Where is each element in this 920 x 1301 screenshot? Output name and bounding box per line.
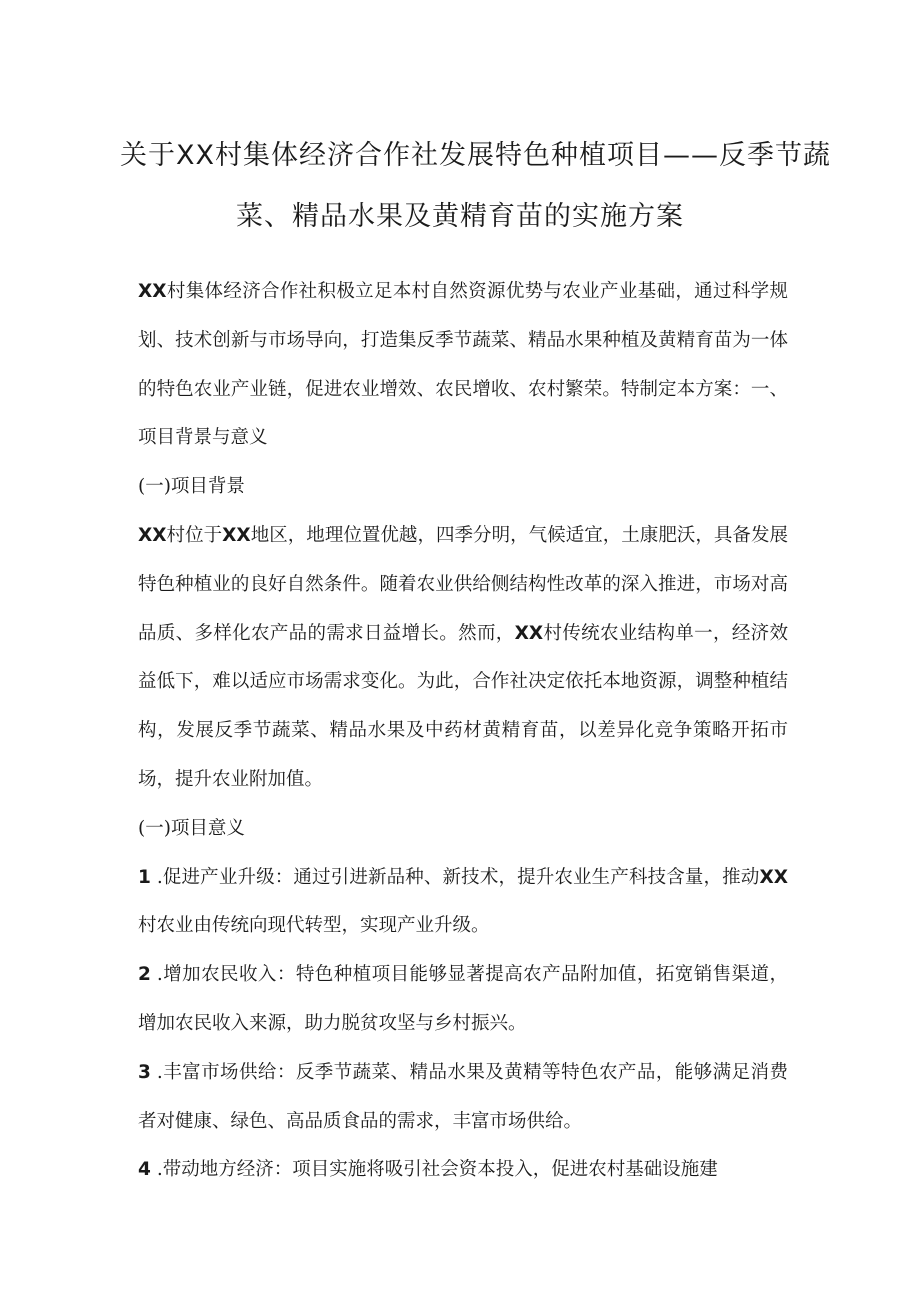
title-line-2: 菜、精品水果及黄精育苗的实施方案	[236, 201, 684, 232]
village-name: XX	[138, 281, 167, 302]
village-name: XX	[759, 866, 788, 888]
item-text-cont: 村农业由传统向现代转型，实现产业升级。	[138, 915, 490, 937]
village-name: XX	[514, 622, 544, 644]
region-name: XX	[222, 524, 251, 546]
item-text: .带动地方经济：项目实施将吸引社会资本投入，促进农村基础设施建	[156, 1159, 718, 1181]
intro-paragraph	[138, 268, 788, 463]
item-text: .增加农民收入：特色种植项目能够显著提高农产品附加值，拓宽销售渠道，增加农民收入来源，助力脱贫攻坚与乡村振兴。	[138, 964, 788, 1034]
list-item	[138, 1049, 788, 1147]
intro-text: 村集体经济合作社积极立足本村自然资源优势与农业产业基础，通过科学规划、技术创新与市场导向，打造集反季节蔬菜、精品水果种植及黄精育苗为一体的特色农业产业链，促进农业增效、农民增收、农村繁荣。特制定本方案：一、项目背景与意义	[138, 281, 788, 449]
item-number: 2	[138, 964, 151, 986]
item-number: 1	[138, 866, 151, 888]
item-text: .丰富市场供给：反季节蔬菜、精品水果及黄精等特色农产品，能够满足消费者对健康、绿色、高品质食品的需求，丰富市场供给。	[138, 1061, 788, 1132]
section-heading-significance: (一)项目意义	[138, 817, 245, 839]
item-text: .促进产业升级：通过引进新品种、新技术，提升农业生产科技含量，推动	[156, 866, 760, 888]
village-name: XX	[138, 524, 167, 546]
title-line-1: 关于XX村集体经济合作社发展特色种植项目——反季节蔬	[120, 140, 831, 171]
item-number: 3	[138, 1061, 151, 1083]
item-number: 4	[138, 1159, 151, 1181]
list-item	[138, 854, 788, 952]
list-item	[138, 951, 788, 1049]
background-text-2: 地区，地理位置优越，四季分明，气候适宜，土康肥沃，具备发展特色种植业的良好自然条件。随着农业供给侧结构性改革的深入推进，市场对高品质、多样化农产品的需求日益增长。然而，	[138, 524, 788, 644]
list-item	[138, 1146, 788, 1195]
background-paragraph	[138, 512, 788, 805]
background-text-3: 村传统农业结构单一，经济效益低下，难以适应市场需求变化。为此，合作社决定依托本地资源，调整种植结构，发展反季节蔬菜、精品水果及中药材黄精育苗，以差异化竞争策略开拓市场，提升农业附加值。	[138, 622, 788, 790]
section-heading-background: (一)项目背景	[138, 476, 245, 498]
document-body	[138, 268, 788, 1195]
background-text-1: 村位于	[166, 524, 223, 546]
